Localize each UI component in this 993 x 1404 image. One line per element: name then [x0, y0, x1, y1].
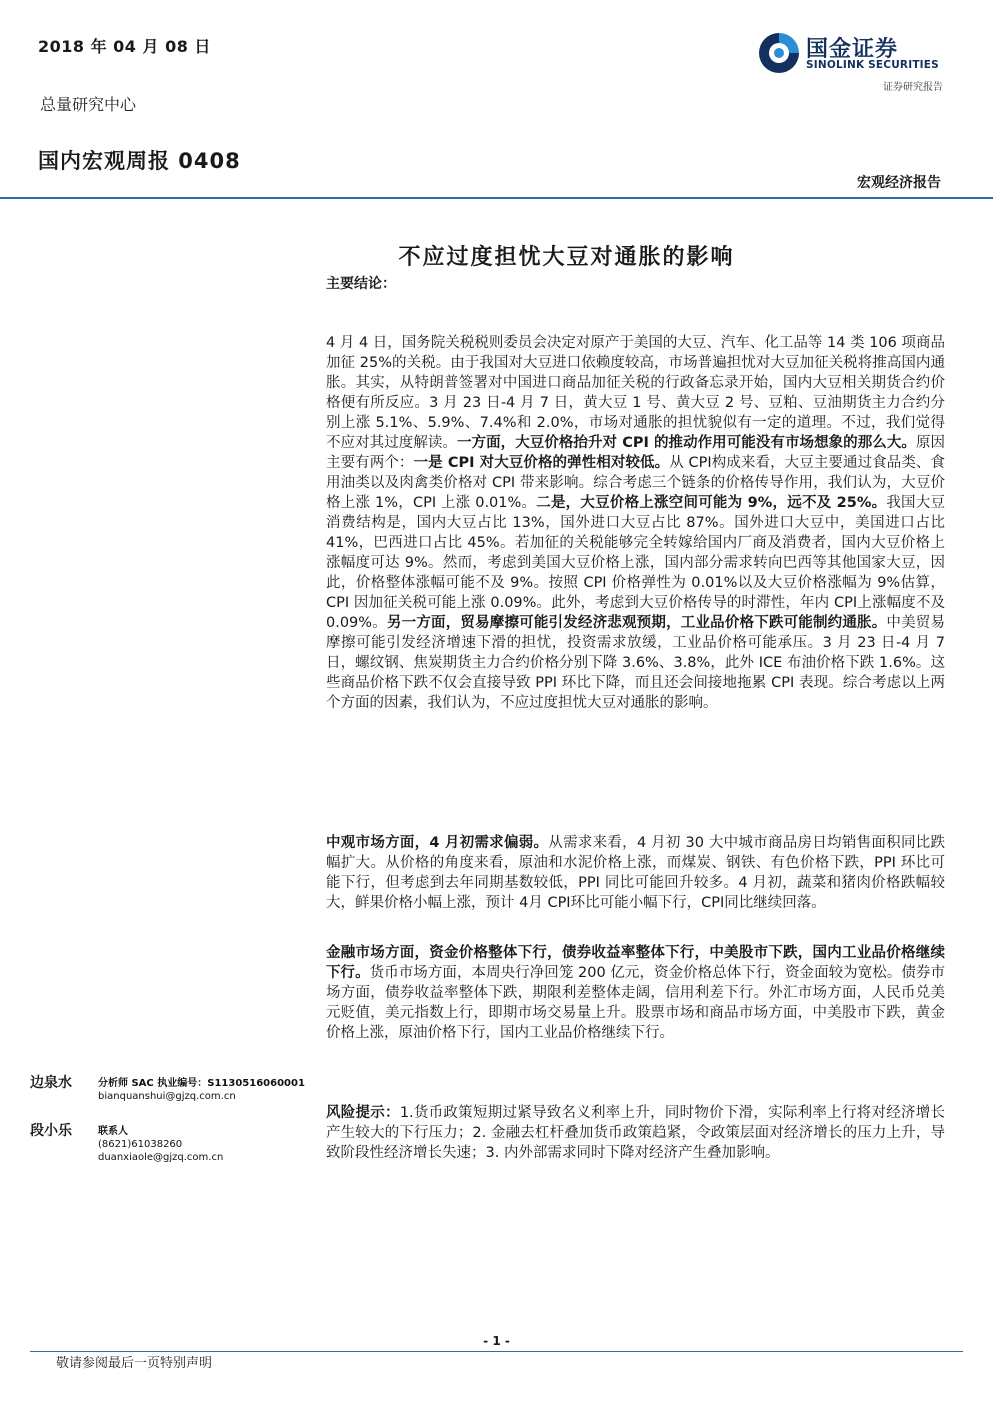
- bold-text-run: 金融市场方面，资金价格整体下行，债券收益率整体下行，中美股市下跌，国内工业品价格继续下行。: [326, 945, 945, 981]
- header-divider: [0, 197, 993, 199]
- logo-text-en: SINOLINK SECURITIES: [806, 59, 939, 71]
- main-title: 不应过度担忧大豆对通胀的影响: [398, 245, 735, 270]
- contact-name: 段小乐: [30, 1123, 72, 1139]
- logo-text-cn: 国金证券: [806, 37, 899, 62]
- paragraph-conclusion: [326, 333, 945, 713]
- text-run: 我国大豆消费结构是，国内大豆占比 13%，国外进口大豆占比 87%。国外进口大豆中，美国进口占比 41%，巴西进口占比 45%。若加征的关税能够完全转嫁给国内厂商及消费者，国内大豆价格上涨幅度可达 9%。然而，考虑到美国大豆价格上涨，国内部分需求转向巴西等其他国家大豆，因此，价格整体涨幅可能不及 9%。按照 CPI 价格弹性为 0.01%以及大豆价格涨幅为 9%估算，CPI 因加征关税可能上涨 0.09%。此外，考虑到大豆价格传导的时滞性，年内 CPI上涨幅度不及 0.09%。: [326, 495, 946, 631]
- analyst-role: 分析师 SAC 执业编号：S1130516060001: [98, 1078, 305, 1089]
- report-category: 宏观经济报告: [857, 175, 941, 191]
- text-run: 1.货币政策短期过紧导致名义利率上升，同时物价下滑，实际利率上行将对经济增长产生较大的下行压力；2. 金融去杠杆叠加货币政策趋紧，令政策层面对经济增长的压力上升，导致阶段性经济增长失速；3. 内外部需求同时下降对经济产生叠加影响。: [326, 1105, 946, 1161]
- text-run: 从 CPI构成来看，大豆主要通过食品类、食用油类以及肉禽类价格对 CPI 带来影响。综合考虑三个链条的价格传导作用，我们认为，大豆价格上涨 1%，CPI 上涨 0.01%。: [326, 455, 945, 511]
- sinolink-logo-icon: [756, 30, 802, 76]
- analyst-info: [98, 1077, 305, 1103]
- text-run: 货币市场方面，本周央行净回笼 200 亿元，资金价格总体下行，资金面较为宽松。债券市场方面，债券收益率整体下跌，期限利差整体走阔，信用利差下行。外汇市场方面，人民币兑美元贬值，美元指数上行，即期市场交易量上升。股票市场和商品市场方面，中美股市下跌，黄金价格上涨，原油价格下行，国内工业品价格继续下行。: [326, 965, 945, 1041]
- paragraph-risk-warning: [326, 1103, 945, 1163]
- bold-text-run: 一是 CPI 对大豆价格的弹性相对较低。: [413, 455, 670, 471]
- disclaimer-note: 敬请参阅最后一页特别声明: [56, 1356, 213, 1371]
- report-title: 国内宏观周报 0408: [38, 149, 241, 173]
- text-run: 从需求来看，4 月初 30 大中城市商品房日均销售面积同比跌幅扩大。从价格的角度来看，原油和水泥价格上涨，而煤炭、钢铁、有色价格下跌，PPI 环比可能下行，但考虑到去年同期基数较低，PPI 同比可能回升较多。4 月初，蔬菜和猪肉价格跌幅较大，鲜果价格小幅上涨，预计 4月 CPI环比可能小幅下行，CPI同比继续回落。: [326, 835, 945, 911]
- report-date: 2018 年 04 月 08 日: [38, 37, 211, 56]
- report-type-label: 证券研究报告: [883, 82, 943, 93]
- text-run: 原因主要有两个：: [326, 435, 946, 471]
- contact-phone: (8621)61038260: [98, 1139, 183, 1150]
- bold-text-run: 二是，大豆价格上涨空间可能为 9%，远不及 25%。: [536, 495, 887, 511]
- paragraph-financial-market: [326, 943, 945, 1043]
- bold-text-run: 中观市场方面，4 月初需求偏弱。: [326, 835, 549, 851]
- main-conclusions-label: 主要结论：: [326, 276, 396, 292]
- contact-info: [98, 1125, 223, 1164]
- research-center-name: 总量研究中心: [40, 95, 137, 114]
- analyst-email: bianquanshui@gjzq.com.cn: [98, 1091, 236, 1102]
- bold-text-run: 另一方面，贸易摩擦可能引发经济悲观预期，工业品价格下跌可能制约通胀。: [386, 615, 887, 631]
- page-number: - 1 -: [483, 1334, 510, 1348]
- contact-email: duanxiaole@gjzq.com.cn: [98, 1152, 224, 1163]
- contact-role: 联系人: [98, 1126, 128, 1137]
- sinolink-logo: [756, 30, 946, 80]
- text-run: 中美贸易摩擦可能引发经济增速下滑的担忧，投资需求放缓，工业品价格可能承压。3 月 23 日-4 月 7 日，螺纹钢、焦炭期货主力合约价格分别下降 3.6%、3.8%，此外 ICE 布油价格下跌 1.6%。这些商品价格下跌不仅会直接导致 PPI 环比下降，而且还会间接地拖累 CPI 表现。综合考虑以上两个方面的因素，我们认为，不应过度担忧大豆对通胀的影响。: [326, 615, 945, 711]
- bold-text-run: 一方面，大豆价格抬升对 CPI 的推动作用可能没有市场想象的那么大。: [457, 435, 916, 451]
- bold-text-run: 风险提示：: [326, 1105, 400, 1121]
- paragraph-meso-market: [326, 833, 945, 913]
- analyst-name: 边泉水: [30, 1075, 72, 1091]
- text-run: 4 月 4 日，国务院关税税则委员会决定对原产于美国的大豆、汽车、化工品等 14 类 106 项商品加征 25%的关税。由于我国对大豆进口依赖度较高，市场普遍担忧对大豆加征关税将推高国内通胀。其实，从特朗普签署对中国进口商品加征关税的行政备忘录开始，国内大豆相关期货合约价格便有所反应。3 月 23 日-4 月 7 日，黄大豆 1 号、黄大豆 2 号、豆粕、豆油期货主力合约分别上涨 5.1%、5.9%、7.4%和 2.0%，市场对通胀的担忧貌似有一定的道理。不过，我们觉得不应对其过度解读。: [326, 335, 945, 451]
